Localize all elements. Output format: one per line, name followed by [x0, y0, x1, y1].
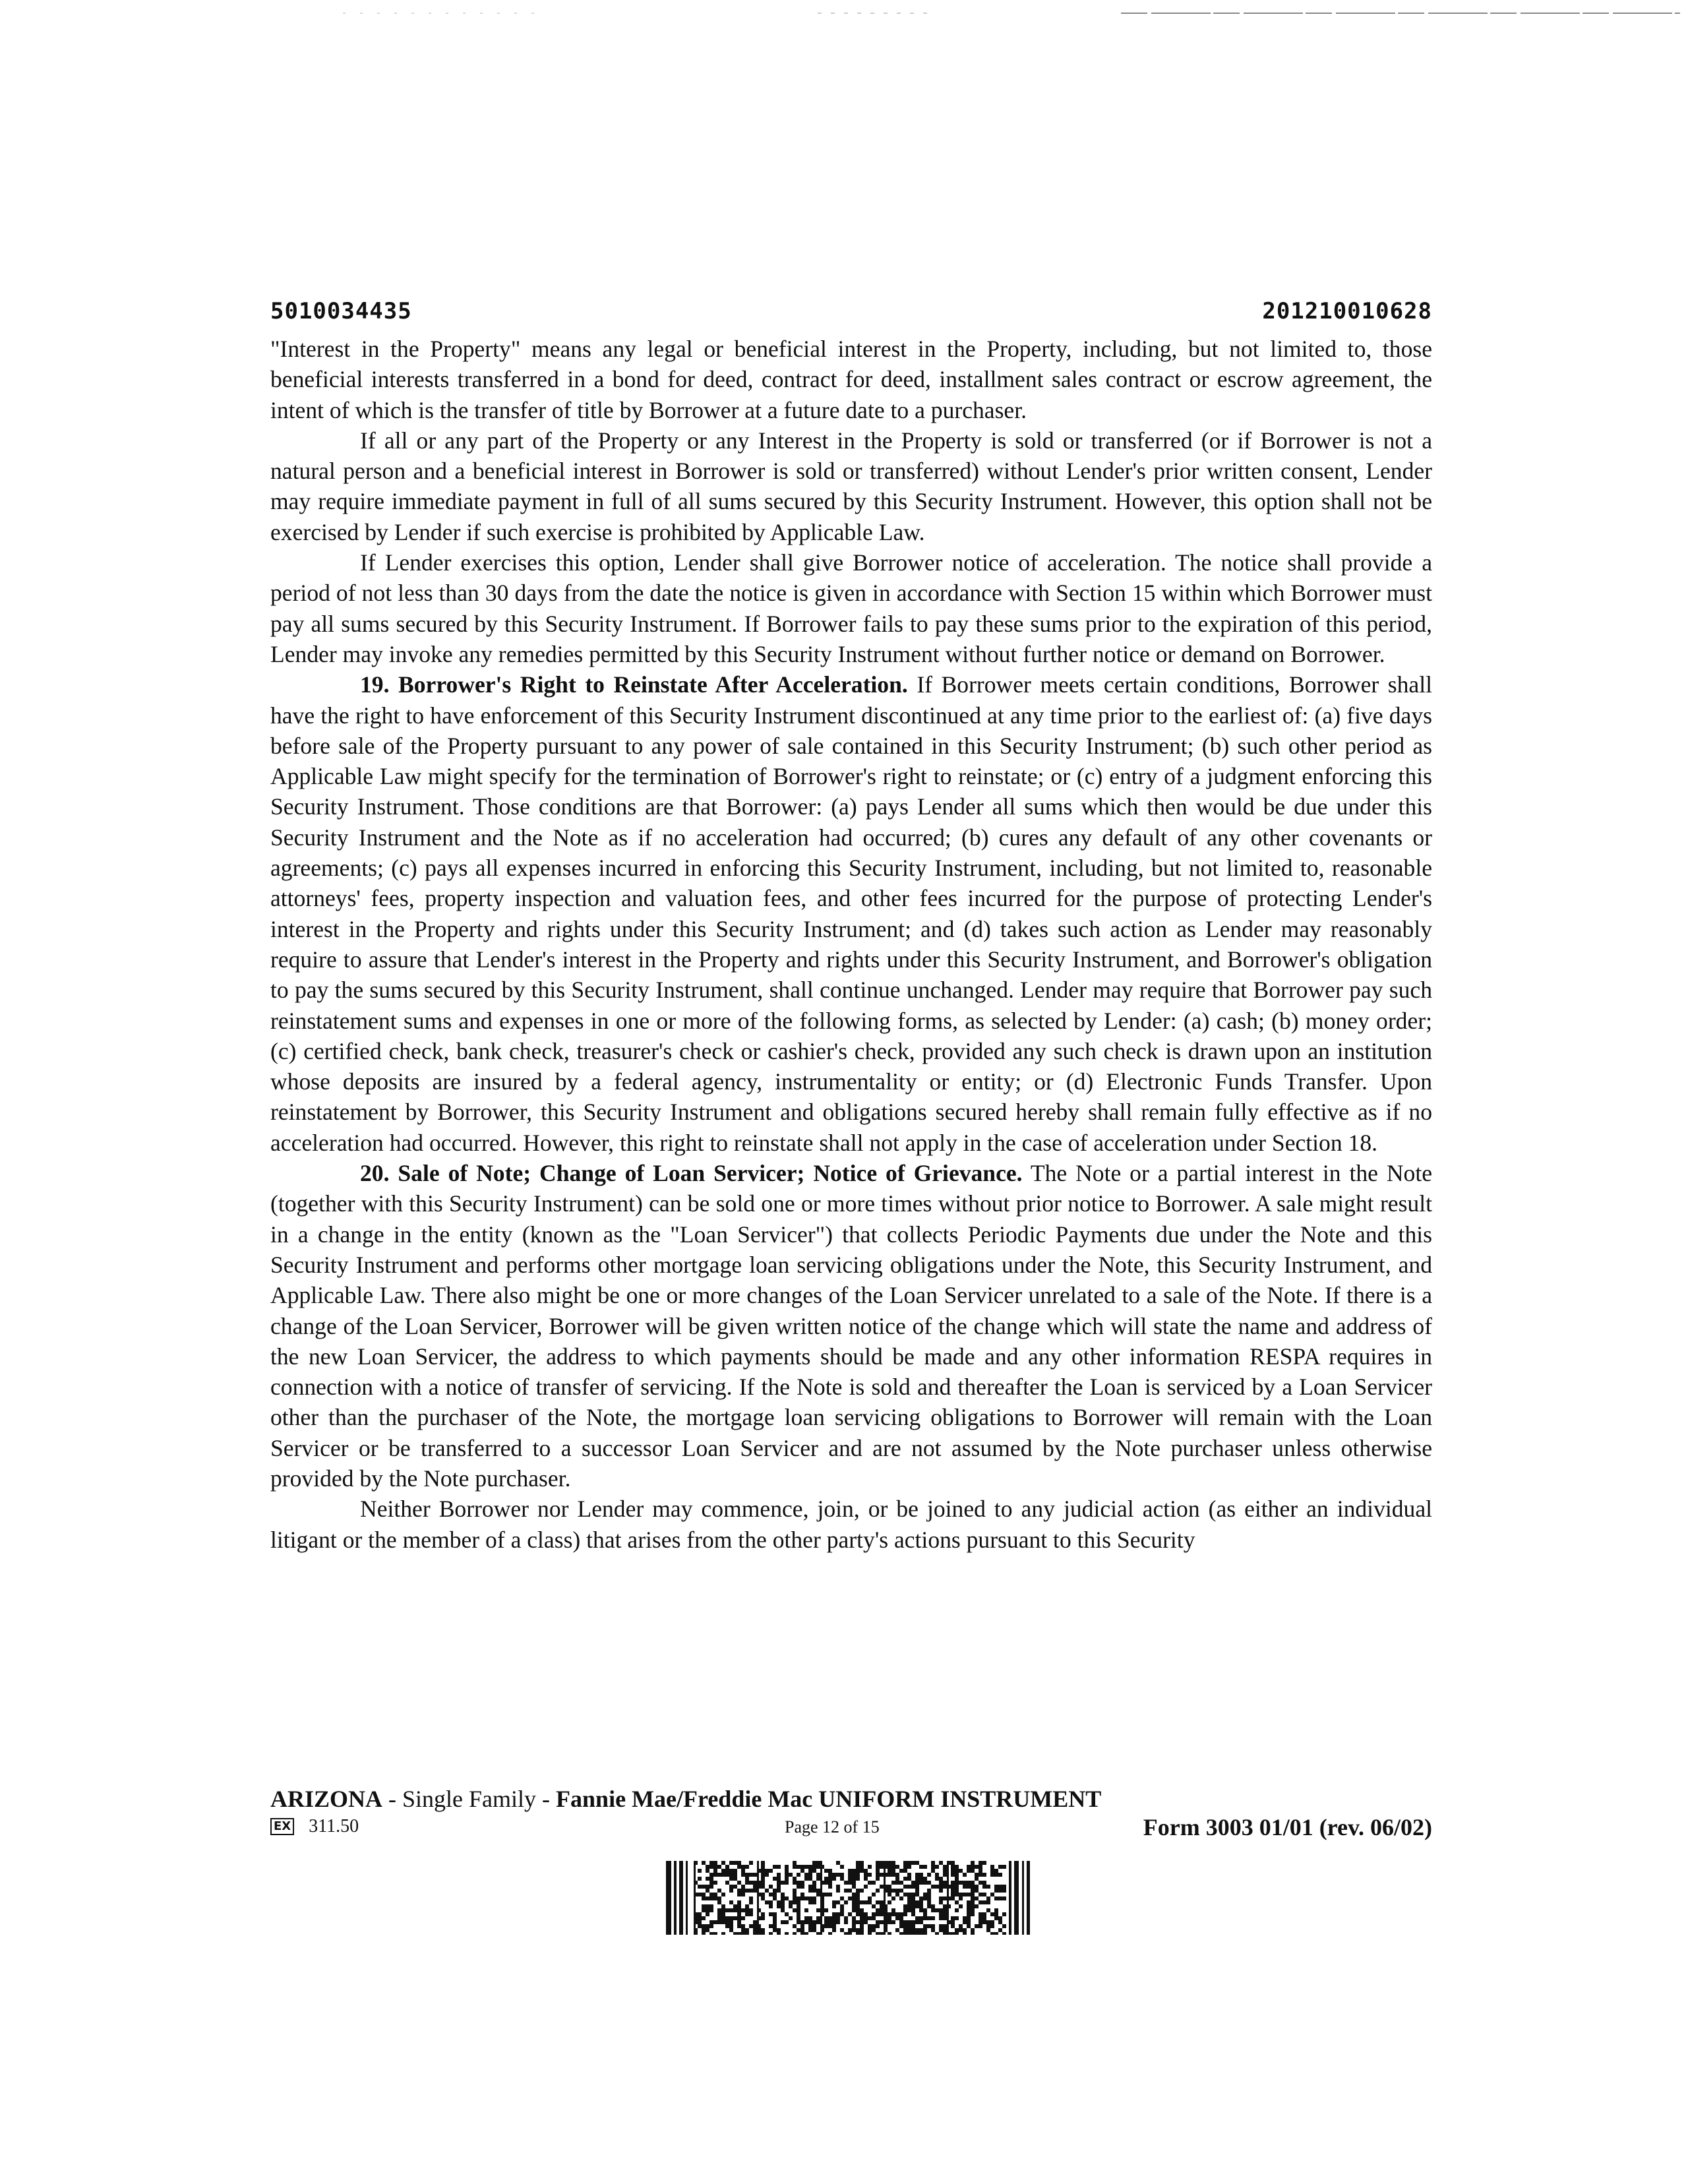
ex-form-icon: EX [270, 1818, 294, 1835]
section-20-title: 20. Sale of Note; Change of Loan Servicer; Notice of Grievance. [360, 1160, 1023, 1187]
footer-property-type: Single Family [402, 1786, 537, 1812]
form-code-number: 311.50 [309, 1816, 359, 1836]
footer-instrument: Fannie Mae/Freddie Mac UNIFORM INSTRUMENT [556, 1786, 1102, 1812]
document-page [270, 298, 1432, 1555]
barcode-image [666, 1861, 1030, 1935]
paragraph-interest-definition: "Interest in the Property" means any legal or beneficial interest in the Property, including, but not limited to, those beneficial interests transferred in a bond for deed, contract for deed, installment sales contract or escrow agreement, the intent of which is the transfer of title by Borrower at a future date to a purchaser. [270, 336, 1432, 423]
loan-number: 5010034435 [270, 298, 412, 324]
footer-state: ARIZONA [270, 1786, 383, 1812]
section-20: 20. Sale of Note; Change of Loan Servicer; Notice of Grievance. The Note or a partial interest in the Note (together with this Security Instrument) can be sold one or more times without prior notice to Borrower. A sale might result in a change in the entity (known as the "Loan Servicer") that collects Periodic Payments due under the Note and this Security Instrument and performs other mortgage loan servicing obligations under the Note, this Security Instrument, and Applicable Law. There also might be one or more changes of the Loan Servicer unrelated to a sale of the Note. If there is a change of the Loan Servicer, Borrower will be given written notice of the change which will state the name and address of the new Loan Servicer, the address to which payments should be made and any other information RESPA requires in connection with a notice of transfer of servicing. If the Note is sold and thereafter the Loan is serviced by a Loan Servicer other than the purchaser of the Note, the mortgage loan servicing obligations to Borrower will remain with the Loan Servicer or be transferred to a successor Loan Servicer and are not assumed by the Note purchaser unless otherwise provided by the Note purchaser. [270, 1160, 1432, 1492]
paragraph-acceleration-notice: If Lender exercises this option, Lender shall give Borrower notice of acceleration. The notice shall provide a period of not less than 30 days from the date the notice is given in accordance with Section 15 within which Borrower must pay all sums secured by this Security Instrument. If Borrower fails to pay these sums prior to the expiration of this period, Lender may invoke any remedies permitted by this Security Instrument without further notice or demand on Borrower. [270, 549, 1432, 667]
document-body [270, 334, 1432, 1555]
document-header [270, 298, 1432, 324]
document-footer [270, 1784, 1432, 1844]
paragraph-judicial-action: Neither Borrower nor Lender may commence, join, or be joined to any judicial action (as either an individual litigant or the member of a class) that arises from the other party's actions pursuant to this Security [270, 1496, 1432, 1553]
page-number: Page 12 of 15 [785, 1817, 880, 1836]
form-id: Form 3003 01/01 (rev. 06/02) [1143, 1814, 1432, 1840]
form-title: ARIZONA - Single Family - Fannie Mae/Freddie Mac UNIFORM INSTRUMENT [270, 1786, 1102, 1812]
section-19: 19. Borrower's Right to Reinstate After Acceleration. If Borrower meets certain conditions, Borrower shall have the right to have enforcement of this Security Instrument discontinued at any time prior to the earliest of: (a) five days before sale of the Property pursuant to any power of sale contained in this Security Instrument; (b) such other period as Applicable Law might specify for the termination of Borrower's right to reinstate; or (c) entry of a judgment enforcing this Security Instrument. Those conditions are that Borrower: (a) pays Lender all sums which then would be due under this Security Instrument and the Note as if no acceleration had occurred; (b) cures any default of any other covenants or agreements; (c) pays all expenses incurred in enforcing this Security Instrument, including, but not limited to, reasonable attorneys' fees, property inspection and valuation fees, and other fees incurred for the purpose of protecting Lender's interest in the Property and rights under this Security Instrument; and (d) takes such action as Lender may reasonably require to assure that Lender's interest in the Property and rights under this Security Instrument, and Borrower's obligation to pay the sums secured by this Security Instrument, shall continue unchanged. Lender may require that Borrower pay such reinstatement sums and expenses in one or more of the following forms, as selected by Lender: (a) cash; (b) money order; (c) certified check, bank check, treasurer's check or cashier's check, provided any such check is drawn upon an institution whose deposits are insured by a federal agency, instrumentality or entity; or (d) Electronic Funds Transfer. Upon reinstatement by Borrower, this Security Instrument and obligations secured hereby shall remain fully effective as if no acceleration had occurred. However, this right to reinstate shall not apply in the case of acceleration under Section 18. [270, 671, 1432, 1156]
recording-number: 201210010628 [1262, 298, 1432, 324]
form-code [270, 1816, 359, 1837]
paragraph-transfer: If all or any part of the Property or any Interest in the Property is sold or transferred (or if Borrower is not a natural person and a beneficial interest in Borrower is sold or transferred) without Lender's prior written consent, Lender may require immediate payment in full of all sums secured by this Security Instrument. However, this option shall not be exercised by Lender if such exercise is prohibited by Applicable Law. [270, 427, 1432, 545]
scan-artifact-line [0, 9, 1688, 16]
section-19-title: 19. Borrower's Right to Reinstate After Acceleration. [360, 671, 908, 698]
